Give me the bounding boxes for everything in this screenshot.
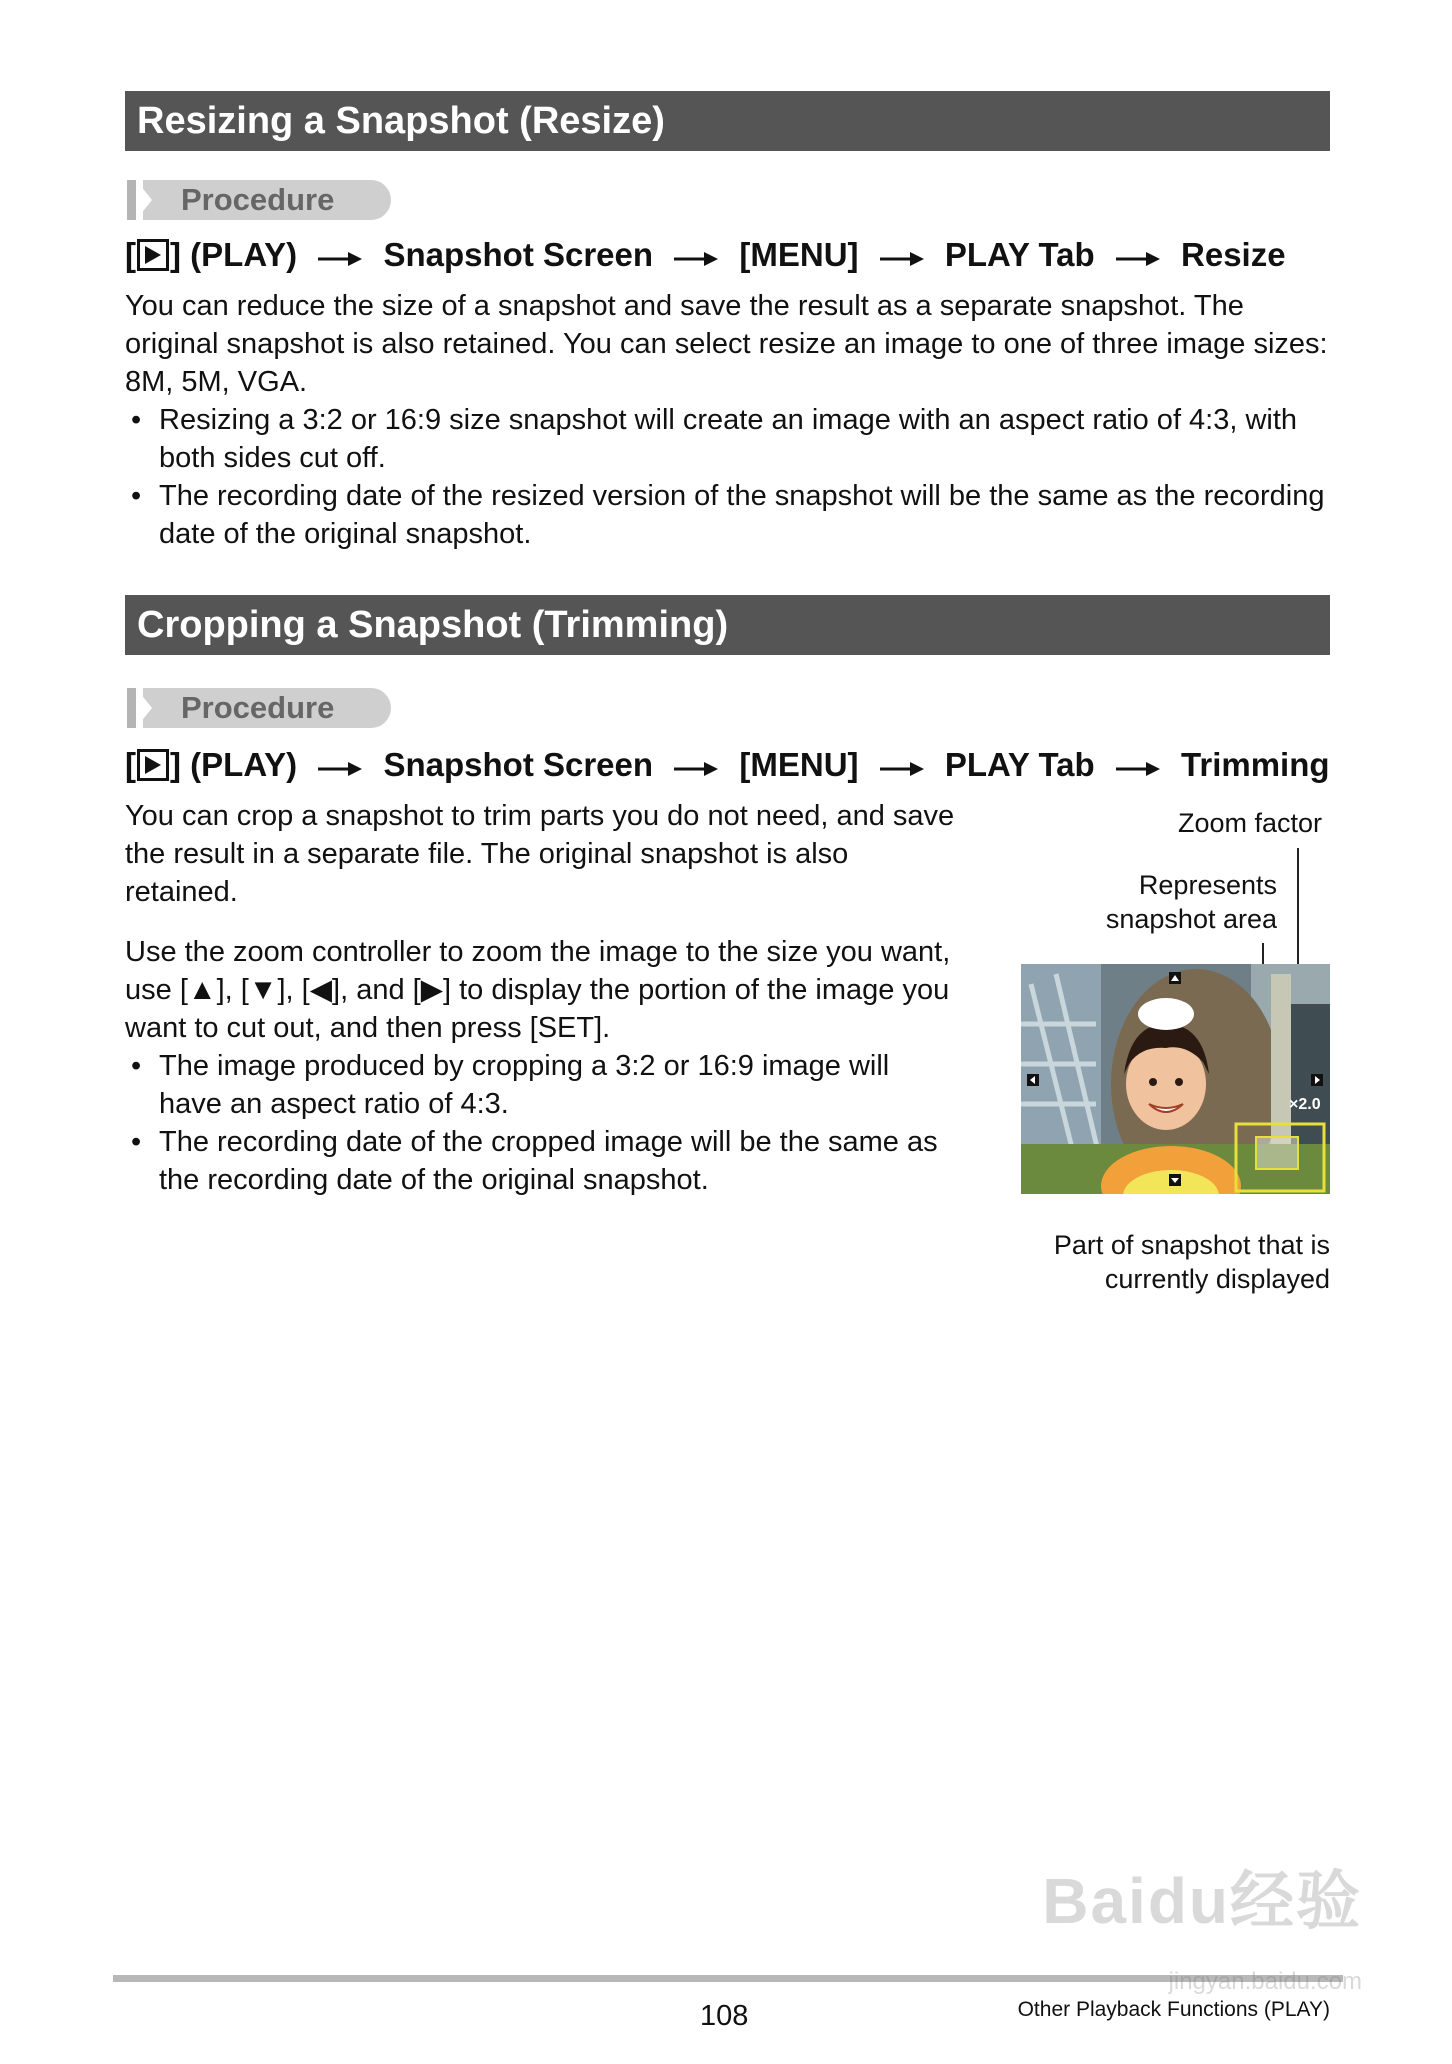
trim-procedure-tag bbox=[127, 688, 391, 728]
resize-section-title: Resizing a Snapshot (Resize) bbox=[125, 91, 1330, 151]
path-step: PLAY Tab bbox=[944, 746, 1095, 784]
procedure-label: Procedure bbox=[181, 182, 335, 217]
list-item: • The recording date of the cropped image will be the same as the recording date of the original snapshot. bbox=[131, 1126, 938, 1196]
trim-menu-path: [ ] (PLAY) Snapshot Screen [MENU] PLAY Tab Trimming bbox=[125, 741, 1335, 785]
list-item: • Resizing a 3:2 or 16:9 size snapshot will create an image with an aspect ratio of 4:3, with both sides cut off. bbox=[131, 404, 1298, 474]
page-number: 108 bbox=[700, 2000, 749, 2032]
arrow-right-icon bbox=[674, 233, 718, 277]
path-step: [MENU] bbox=[739, 746, 859, 784]
resize-body bbox=[125, 287, 1340, 553]
arrow-right-icon bbox=[880, 743, 924, 787]
play-button-icon bbox=[137, 239, 169, 271]
path-step: Resize bbox=[1181, 236, 1286, 274]
baidu-watermark-url: jingyan.baidu.com bbox=[1168, 1968, 1362, 1995]
footer-rule bbox=[113, 1975, 1343, 1982]
trimming-preview-image bbox=[1021, 964, 1330, 1194]
arrow-right-icon bbox=[1116, 743, 1160, 787]
resize-menu-path: [ ] (PLAY) Snapshot Screen [MENU] PLAY Tab Resize bbox=[125, 231, 1335, 275]
arrow-right-icon bbox=[674, 743, 718, 787]
displayed-part-label: Part of snapshot that is currently displayed bbox=[1053, 1230, 1330, 1294]
snapshot-area-label: Represents snapshot area bbox=[1105, 870, 1277, 934]
trim-body bbox=[125, 797, 955, 1199]
zoom-factor-label: Zoom factor bbox=[1177, 808, 1322, 838]
path-step: Snapshot Screen bbox=[383, 746, 654, 784]
path-step: Snapshot Screen bbox=[383, 236, 654, 274]
zoom-readout: ×2.0 bbox=[1289, 1096, 1321, 1113]
play-button-icon bbox=[137, 749, 169, 781]
procedure-label: Procedure bbox=[181, 690, 335, 725]
path-step: [MENU] bbox=[739, 236, 859, 274]
trim-section-title: Cropping a Snapshot (Trimming) bbox=[125, 595, 1330, 655]
resize-bullet-list bbox=[125, 401, 1340, 553]
baidu-watermark-logo: Baidu经验 bbox=[1042, 1865, 1362, 1937]
arrow-right-icon bbox=[318, 743, 362, 787]
trim-bullet-list bbox=[125, 1047, 955, 1199]
resize-procedure-tag bbox=[127, 180, 391, 220]
list-item: • The recording date of the resized version of the snapshot will be the same as the recording date of the original snapshot. bbox=[131, 480, 1325, 550]
arrow-right-icon bbox=[1116, 233, 1160, 277]
footer-section-label: Other Playback Functions (PLAY) bbox=[1017, 1998, 1330, 2021]
path-step: Trimming bbox=[1181, 746, 1330, 784]
path-step: PLAY Tab bbox=[944, 236, 1095, 274]
trim-paragraph: You can crop a snapshot to trim parts you do not need, and save the result in a separate file. The original snapshot is also retained. bbox=[125, 800, 955, 908]
arrow-right-icon bbox=[318, 233, 362, 277]
list-item: • The image produced by cropping a 3:2 or 16:9 image will have an aspect ratio of 4:3. bbox=[131, 1050, 890, 1120]
resize-paragraph: You can reduce the size of a snapshot and save the result as a separate snapshot. The original snapshot is also retained. You can select resize an image to one of three image sizes: 8M, 5M, VGA. bbox=[125, 290, 1328, 398]
arrow-right-icon bbox=[880, 233, 924, 277]
trim-paragraph: Use the zoom controller to zoom the image to the size you want, use [▲], [▼], [◀], and [▶] to display the portion of the image you want to cut out, and then press [SET]. bbox=[125, 936, 951, 1044]
